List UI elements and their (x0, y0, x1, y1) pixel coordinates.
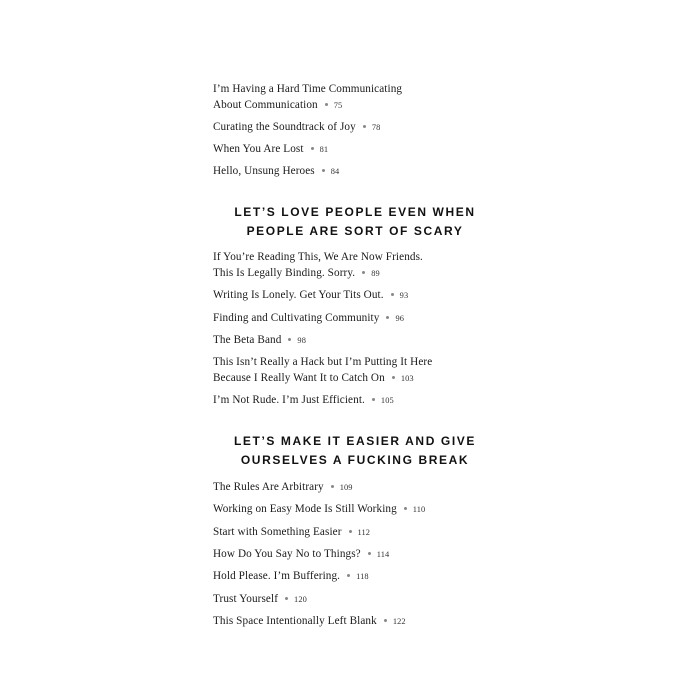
page-number: 75 (333, 101, 343, 110)
entry-title-line: How Do You Say No to Things? (213, 548, 361, 560)
section-heading-line: OURSELVES A FUCKING BREAK (240, 453, 470, 467)
bullet-dot-icon (404, 507, 407, 510)
entry-title-line: This Is Legally Binding. Sorry. (213, 267, 356, 279)
page-number: 105 (380, 396, 394, 405)
entry-title-line: The Rules Are Arbitrary (213, 481, 324, 493)
entry-title-line: I’m Not Rude. I’m Just Efficient. (213, 394, 365, 406)
bullet-dot-icon (384, 619, 387, 622)
entry-title-line: Hello, Unsung Heroes (213, 165, 315, 177)
entry-title-line: This Isn’t Really a Hack but I’m Putting It Here (213, 356, 433, 368)
toc-entry (213, 613, 406, 630)
toc-entry (213, 501, 425, 518)
toc-entry (213, 249, 423, 282)
bullet-dot-icon (368, 552, 371, 555)
toc-entry (213, 310, 404, 327)
page-number: 120 (294, 595, 307, 604)
bullet-dot-icon (391, 293, 394, 296)
page-number: 89 (371, 269, 380, 278)
entry-title-line: When You Are Lost (213, 143, 304, 155)
toc-entry (213, 479, 353, 496)
entry-title-line: Because I Really Want It to Catch On (213, 372, 385, 384)
page-number: 122 (392, 617, 406, 626)
toc-entry (213, 591, 307, 608)
entry-title-line: I’m Having a Hard Time Communicating (213, 83, 403, 95)
page-number: 93 (399, 291, 409, 300)
bullet-dot-icon (325, 103, 328, 106)
entry-title-line: About Communication (213, 99, 318, 111)
entry-title-line: If You’re Reading This, We Are Now Friends. (213, 251, 423, 263)
entry-title-line: Start with Something Easier (213, 526, 342, 538)
toc-entry (213, 81, 402, 114)
section-heading (213, 203, 497, 241)
page-number: 114 (376, 550, 390, 559)
bullet-dot-icon (392, 376, 395, 379)
entry-title-line: Finding and Cultivating Community (213, 312, 380, 324)
section-heading (213, 432, 497, 470)
bullet-dot-icon (285, 597, 288, 600)
page-number: 98 (297, 336, 306, 345)
page-number: 81 (319, 145, 329, 154)
bullet-dot-icon (311, 147, 314, 150)
entry-title-line: Trust Yourself (213, 593, 279, 605)
entry-title-line: Curating the Soundtrack of Joy (213, 121, 356, 133)
entry-title-line: This Space Intentionally Left Blank (213, 615, 377, 627)
page-number: 84 (330, 167, 340, 176)
page-number: 118 (356, 572, 369, 581)
toc-entry (213, 119, 380, 136)
bullet-dot-icon (362, 271, 365, 274)
toc-entry (213, 392, 394, 409)
section-heading-line: LET’S MAKE IT EASIER AND GIVE (234, 434, 476, 448)
entry-title-line: Hold Please. I’m Buffering. (213, 570, 341, 582)
toc-entry (213, 568, 369, 585)
bullet-dot-icon (347, 574, 350, 577)
toc-entry (213, 332, 306, 349)
section-heading-line: LET’S LOVE PEOPLE EVEN WHEN (234, 205, 476, 219)
entry-title-line: Working on Easy Mode Is Still Working (213, 503, 397, 515)
toc-entry (213, 163, 339, 180)
bullet-dot-icon (372, 398, 375, 401)
toc-entry (213, 354, 432, 387)
page-number: 96 (395, 314, 405, 323)
bullet-dot-icon (386, 316, 389, 319)
section-heading-line: PEOPLE ARE SORT OF SCARY (246, 224, 464, 238)
page-number: 109 (339, 483, 353, 492)
bullet-dot-icon (288, 338, 291, 341)
toc-entry (213, 287, 408, 304)
bullet-dot-icon (363, 125, 366, 128)
toc-entry (213, 141, 328, 158)
bullet-dot-icon (349, 530, 352, 533)
bullet-dot-icon (322, 169, 325, 172)
toc-entry (213, 546, 389, 563)
entry-title-line: Writing Is Lonely. Get Your Tits Out. (213, 289, 384, 301)
page-number: 112 (357, 528, 371, 537)
bullet-dot-icon (331, 485, 334, 488)
page-number: 110 (412, 505, 426, 514)
page-number: 103 (400, 374, 414, 383)
page-number: 78 (371, 123, 381, 132)
toc-entry (213, 524, 370, 541)
entry-title-line: The Beta Band (213, 334, 282, 346)
